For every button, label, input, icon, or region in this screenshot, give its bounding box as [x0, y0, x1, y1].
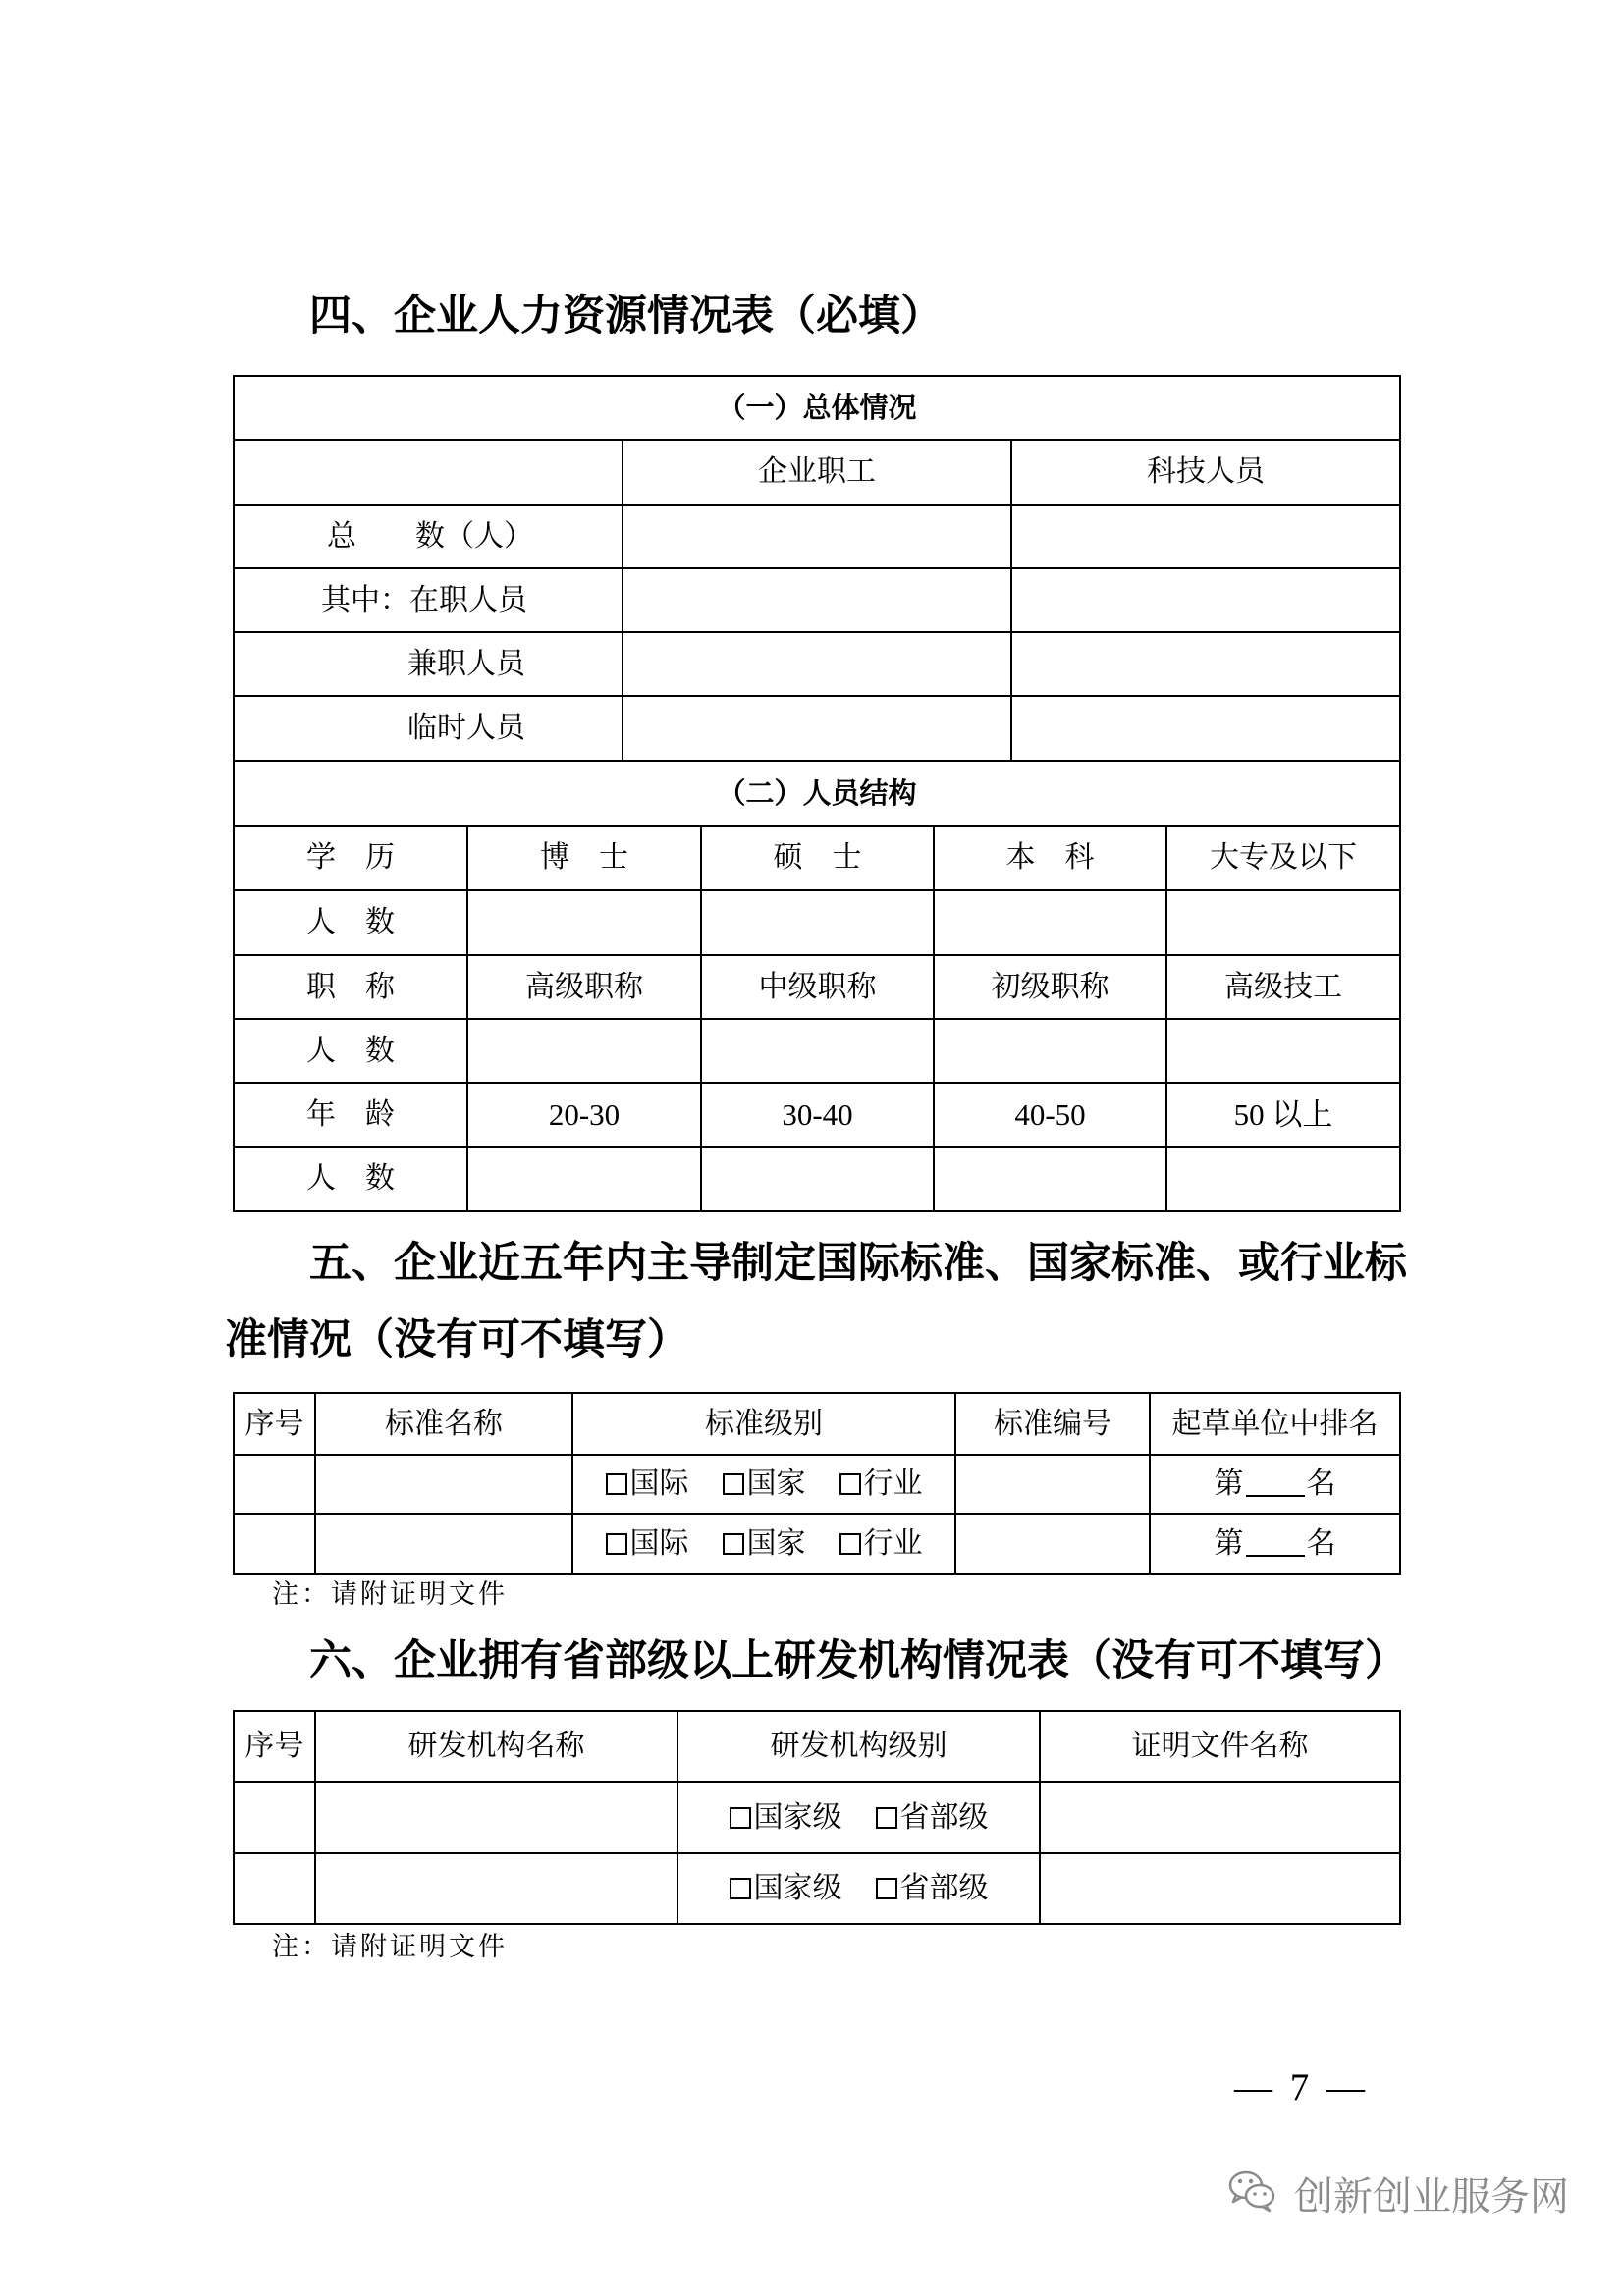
option-label: 国家级: [753, 1799, 842, 1835]
table-row: [235, 1854, 1401, 1925]
wechat-icon: [1227, 2169, 1276, 2223]
table-row: [235, 506, 1401, 569]
overall-header-row: [235, 377, 1401, 441]
education-master: 硕 士: [702, 827, 935, 891]
row-label-education: 学 历: [235, 827, 468, 891]
institution-level-cell: [678, 1854, 1041, 1925]
standard-level-options: [606, 1469, 923, 1499]
certificate-name-cell: [1041, 1854, 1401, 1925]
institution-level-cell: [678, 1783, 1041, 1854]
checkbox-icon: [876, 1807, 897, 1829]
level-option-national: [723, 1525, 806, 1561]
serial-cell: [235, 1456, 316, 1515]
headcount-cell: [468, 1148, 702, 1212]
rank-blank-line: [1246, 1495, 1305, 1497]
level-option-national: [730, 1799, 842, 1835]
column-header-certificate-name: 证明文件名称: [1041, 1712, 1401, 1783]
overall-columns-row: [235, 441, 1401, 506]
column-header-serial: 序号: [235, 1712, 316, 1783]
watermark-text: 创新创业服务网: [1294, 2173, 1569, 2219]
checkbox-icon: [730, 1878, 751, 1899]
structure-header-row: [235, 762, 1401, 827]
drafting-rank-cell: [1151, 1456, 1401, 1515]
column-header-standard-number: 标准编号: [956, 1394, 1151, 1456]
rank-field: [1214, 1525, 1336, 1561]
row-label-headcount: 人 数: [235, 1148, 468, 1212]
standard-level-options: [606, 1525, 923, 1561]
checkbox-icon: [839, 1473, 861, 1495]
certificate-name-cell: [1041, 1783, 1401, 1854]
row-label-temporary: 临时人员: [235, 697, 623, 762]
checkbox-icon: [730, 1807, 751, 1829]
level-option-national: [723, 1469, 806, 1499]
standard-name-cell: [316, 1456, 573, 1515]
rank-prefix: 第: [1214, 1467, 1244, 1501]
standards-table: [233, 1392, 1401, 1575]
institution-level-options: [730, 1799, 989, 1835]
row-label-professional-title: 职 称: [235, 956, 468, 1020]
option-label: 国家: [746, 1467, 806, 1501]
section4-title: 四、企业人力资源情况表（必填）: [309, 292, 943, 341]
institution-name-cell: [316, 1783, 678, 1854]
standard-name-cell: [316, 1515, 573, 1575]
column-header-drafting-rank: 起草单位中排名: [1151, 1394, 1401, 1456]
headcount-cell: [1167, 1020, 1401, 1084]
headcount-cell: [702, 1020, 935, 1084]
column-header-standard-name: 标准名称: [316, 1394, 573, 1456]
table-row: [235, 891, 1401, 956]
checkbox-icon: [606, 1473, 627, 1495]
tech-staff-value-cell: [1012, 506, 1401, 569]
education-doctorate: 博 士: [468, 827, 702, 891]
level-option-provincial: [876, 1799, 989, 1835]
employees-value-cell: [623, 569, 1012, 633]
option-label: 国际: [629, 1467, 689, 1501]
standard-level-cell: [573, 1456, 956, 1515]
section5-title-line-2: 准情况（没有可不填写）: [225, 1315, 689, 1364]
option-label: 省部级: [899, 1799, 989, 1835]
checkbox-icon: [839, 1533, 861, 1555]
section6-note: 注：请附证明文件: [272, 1932, 508, 1962]
table-row: [235, 1148, 1401, 1212]
headcount-cell: [468, 1020, 702, 1084]
age-range-50-plus: 50 以上: [1167, 1084, 1401, 1148]
level-option-industry: [839, 1469, 923, 1499]
rank-blank-line: [1246, 1555, 1305, 1557]
table-row: [235, 1783, 1401, 1854]
checkbox-icon: [876, 1878, 897, 1899]
section5-note: 注：请附证明文件: [272, 1579, 508, 1610]
overall-section-header: （一）总体情况: [235, 377, 1401, 441]
standard-level-cell: [573, 1515, 956, 1575]
education-bachelor: 本 科: [935, 827, 1167, 891]
level-option-national: [730, 1871, 842, 1905]
tech-staff-value-cell: [1012, 633, 1401, 697]
column-header-tech-staff: 科技人员: [1012, 441, 1401, 506]
employees-value-cell: [623, 697, 1012, 762]
row-label-on-staff: 其中：在职人员: [235, 569, 623, 633]
row-label-headcount: 人 数: [235, 891, 468, 956]
option-label: 行业: [863, 1467, 923, 1501]
age-range-30-40: 30-40: [702, 1084, 935, 1148]
option-label: 国家级: [753, 1871, 842, 1905]
age-range-20-30: 20-30: [468, 1084, 702, 1148]
table-row: [235, 827, 1401, 891]
serial-cell: [235, 1783, 316, 1854]
institution-name-cell: [316, 1854, 678, 1925]
standards-header-row: [235, 1394, 1401, 1456]
title-senior: 高级职称: [468, 956, 702, 1020]
rd-institutions-table: [233, 1710, 1401, 1925]
institution-level-options: [730, 1871, 989, 1905]
column-header-serial: 序号: [235, 1394, 316, 1456]
headcount-cell: [1167, 891, 1401, 956]
rank-prefix: 第: [1214, 1525, 1244, 1561]
column-header-institution-level: 研发机构级别: [678, 1712, 1041, 1783]
row-label-headcount: 人 数: [235, 1020, 468, 1084]
education-college-and-below: 大专及以下: [1167, 827, 1401, 891]
title-senior-technician: 高级技工: [1167, 956, 1401, 1020]
level-option-international: [606, 1469, 689, 1499]
serial-cell: [235, 1854, 316, 1925]
headcount-cell: [702, 891, 935, 956]
table-row: [235, 1084, 1401, 1148]
column-header-institution-name: 研发机构名称: [316, 1712, 678, 1783]
level-option-provincial: [876, 1871, 989, 1905]
rank-suffix: 名: [1306, 1525, 1336, 1561]
drafting-rank-cell: [1151, 1515, 1401, 1575]
headcount-cell: [468, 891, 702, 956]
table-row: [235, 1515, 1401, 1575]
table-row: [235, 956, 1401, 1020]
standard-number-cell: [956, 1515, 1151, 1575]
structure-section-header: （二）人员结构: [235, 762, 1401, 827]
table-row: [235, 1020, 1401, 1084]
headcount-cell: [935, 891, 1167, 956]
table-row: [235, 569, 1401, 633]
tech-staff-value-cell: [1012, 569, 1401, 633]
section6-title: 六、企业拥有省部级以上研发机构情况表（没有可不填写）: [309, 1636, 1407, 1685]
option-label: 国家: [746, 1525, 806, 1561]
rd-header-row: [235, 1712, 1401, 1783]
level-option-industry: [839, 1525, 923, 1561]
option-label: 行业: [863, 1525, 923, 1561]
row-label-age: 年 龄: [235, 1084, 468, 1148]
rank-field: [1215, 1469, 1336, 1499]
blank-corner-cell: [235, 441, 623, 506]
table-row: [235, 633, 1401, 697]
rank-suffix: 名: [1306, 1467, 1336, 1501]
headcount-cell: [702, 1148, 935, 1212]
employees-value-cell: [623, 633, 1012, 697]
level-option-international: [606, 1525, 689, 1561]
title-junior: 初级职称: [935, 956, 1167, 1020]
employees-value-cell: [623, 506, 1012, 569]
headcount-cell: [935, 1148, 1167, 1212]
standard-number-cell: [956, 1456, 1151, 1515]
tech-staff-value-cell: [1012, 697, 1401, 762]
option-label: 省部级: [899, 1871, 989, 1905]
serial-cell: [235, 1515, 316, 1575]
headcount-cell: [1167, 1148, 1401, 1212]
page-number: — 7 —: [1234, 2066, 1369, 2109]
watermark: [1227, 2169, 1569, 2223]
option-label: 国际: [629, 1525, 689, 1561]
human-resources-table: [233, 375, 1401, 1212]
title-intermediate: 中级职称: [702, 956, 935, 1020]
column-header-standard-level: 标准级别: [573, 1394, 956, 1456]
checkbox-icon: [723, 1473, 744, 1495]
section5-title-line-1: 五、企业近五年内主导制定国际标准、国家标准、或行业标: [309, 1239, 1407, 1288]
headcount-cell: [935, 1020, 1167, 1084]
checkbox-icon: [723, 1533, 744, 1555]
row-label-part-time: 兼职人员: [235, 633, 623, 697]
table-row: [235, 1456, 1401, 1515]
row-label-total: 总 数（人）: [235, 506, 623, 569]
age-range-40-50: 40-50: [935, 1084, 1167, 1148]
checkbox-icon: [606, 1533, 627, 1555]
table-row: [235, 697, 1401, 762]
column-header-employees: 企业职工: [623, 441, 1012, 506]
